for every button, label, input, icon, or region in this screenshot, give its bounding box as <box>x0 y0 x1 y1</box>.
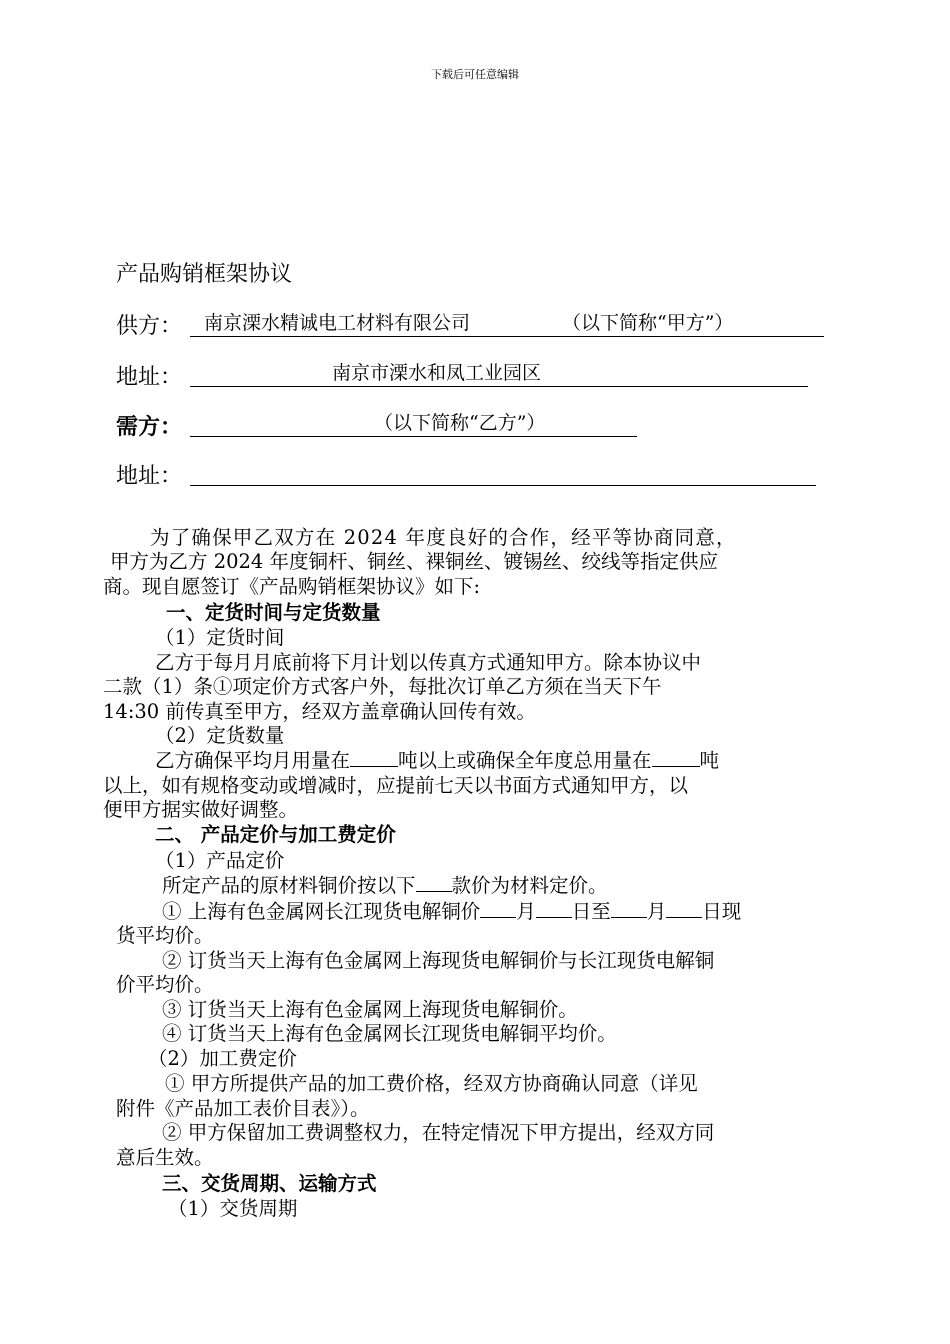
supplier-address-label: 地址： <box>116 365 183 390</box>
section-1-sub-1: （1）定货时间 <box>155 626 285 649</box>
supplier-address-value: 南京市溧水和凤工业园区 <box>332 362 542 384</box>
section-2-sub-2: （2）加工费定价 <box>148 1047 297 1070</box>
intro-line-3: 商。现自愿签订《产品购销框架协议》如下: <box>103 575 481 598</box>
price-item-2-cont: 价平均价。 <box>116 973 214 996</box>
ton-unit: 吨 <box>699 749 720 772</box>
document-title: 产品购销框架协议 <box>116 262 293 287</box>
buyer-address-field[interactable] <box>190 459 816 486</box>
supplier-address-field <box>190 360 808 387</box>
section-3-sub-1: （1）交货周期 <box>168 1197 298 1220</box>
price-item-4: ④ 订货当天上海有色金属网长江现货电解铜平均价。 <box>162 1022 617 1045</box>
day-to-label: 日至 <box>571 900 611 923</box>
month-label: 月 <box>516 900 536 923</box>
price-item-3: ③ 订货当天上海有色金属网上海现货电解铜价。 <box>162 998 578 1021</box>
price-clause-text: 所定产品的原材料铜价按以下 <box>162 874 416 897</box>
buyer-label: 需方： <box>116 415 183 440</box>
end-month-blank[interactable] <box>611 899 647 918</box>
supplier-label: 供方： <box>116 314 183 339</box>
section-2-sub-1: （1）产品定价 <box>155 849 285 872</box>
section-2-heading: 二、 产品定价与加工费定价 <box>155 823 396 846</box>
start-day-blank[interactable] <box>536 899 572 918</box>
supplier-field <box>190 310 824 337</box>
price-item-1-cont: 货平均价。 <box>116 924 214 947</box>
fee-item-1: ① 甲方所提供产品的加工费价格，经双方协商确认同意（详见 <box>165 1072 698 1095</box>
day-label-2: 日现 <box>702 900 742 923</box>
fee-item-2: ② 甲方保留加工费调整权力，在特定情况下甲方提出，经双方同 <box>162 1121 715 1144</box>
price-item-2: ② 订货当天上海有色金属网上海现货电解铜价与长江现货电解铜 <box>162 949 715 972</box>
buyer-field[interactable] <box>190 410 637 437</box>
section-1-sub-2-line-3: 便甲方据实做好调整。 <box>103 798 299 821</box>
monthly-qty-blank[interactable] <box>350 748 398 767</box>
annual-qty-blank[interactable] <box>652 748 700 767</box>
price-item-1-text: ① 上海有色金属网长江现货电解铜价 <box>162 900 481 923</box>
fee-item-2-cont: 意后生效。 <box>116 1146 214 1169</box>
section-3-heading: 三、交货周期、运输方式 <box>162 1172 377 1195</box>
header-note: 下载后可任意编辑 <box>431 68 519 81</box>
section-1-sub-2: （2）定货数量 <box>155 724 285 747</box>
section-1-sub-1-line-3: 14:30 前传真至甲方，经双方盖章确认回传有效。 <box>103 700 536 723</box>
month-label-2: 月 <box>646 900 667 923</box>
section-1-heading: 一、定货时间与定货数量 <box>166 601 381 624</box>
buyer-alias: （以下简称“乙方”） <box>374 412 546 434</box>
annual-qty-text: 吨以上或确保全年度总用量在 <box>398 749 652 772</box>
start-month-blank[interactable] <box>480 899 516 918</box>
end-day-blank[interactable] <box>666 899 702 918</box>
section-2-sub-1-line-1 <box>162 870 608 898</box>
price-clause-blank[interactable] <box>416 873 452 892</box>
price-clause-suffix: 款价为材料定价。 <box>451 874 608 897</box>
section-1-sub-2-line-2: 以上，如有规格变动或增减时，应提前七天以书面方式通知甲方，以 <box>103 774 689 797</box>
fee-item-1-cont: 附件《产品加工表价目表》）。 <box>116 1097 370 1120</box>
intro-line-1: 为了确保甲乙双方在 2024 年度良好的合作，经平等协商同意， <box>150 526 737 549</box>
supplier-alias: （以下简称“甲方”） <box>562 312 734 334</box>
section-1-sub-2-line-1 <box>155 745 719 773</box>
section-1-sub-1-line-2: 二款（1）条①项定价方式客户外，每批次订单乙方须在当天下午 <box>103 675 662 698</box>
section-1-sub-1-line-1: 乙方于每月月底前将下月计划以传真方式通知甲方。除本协议中 <box>155 651 702 674</box>
supplier-name: 南京溧水精诚电工材料有限公司 <box>204 312 471 334</box>
monthly-qty-text: 乙方确保平均月用量在 <box>155 749 351 772</box>
price-item-1 <box>162 896 741 924</box>
buyer-address-label: 地址： <box>116 464 183 489</box>
intro-line-2: 甲方为乙方 2024 年度铜杆、铜丝、裸铜丝、镀锡丝、绞线等指定供应 <box>110 550 719 573</box>
